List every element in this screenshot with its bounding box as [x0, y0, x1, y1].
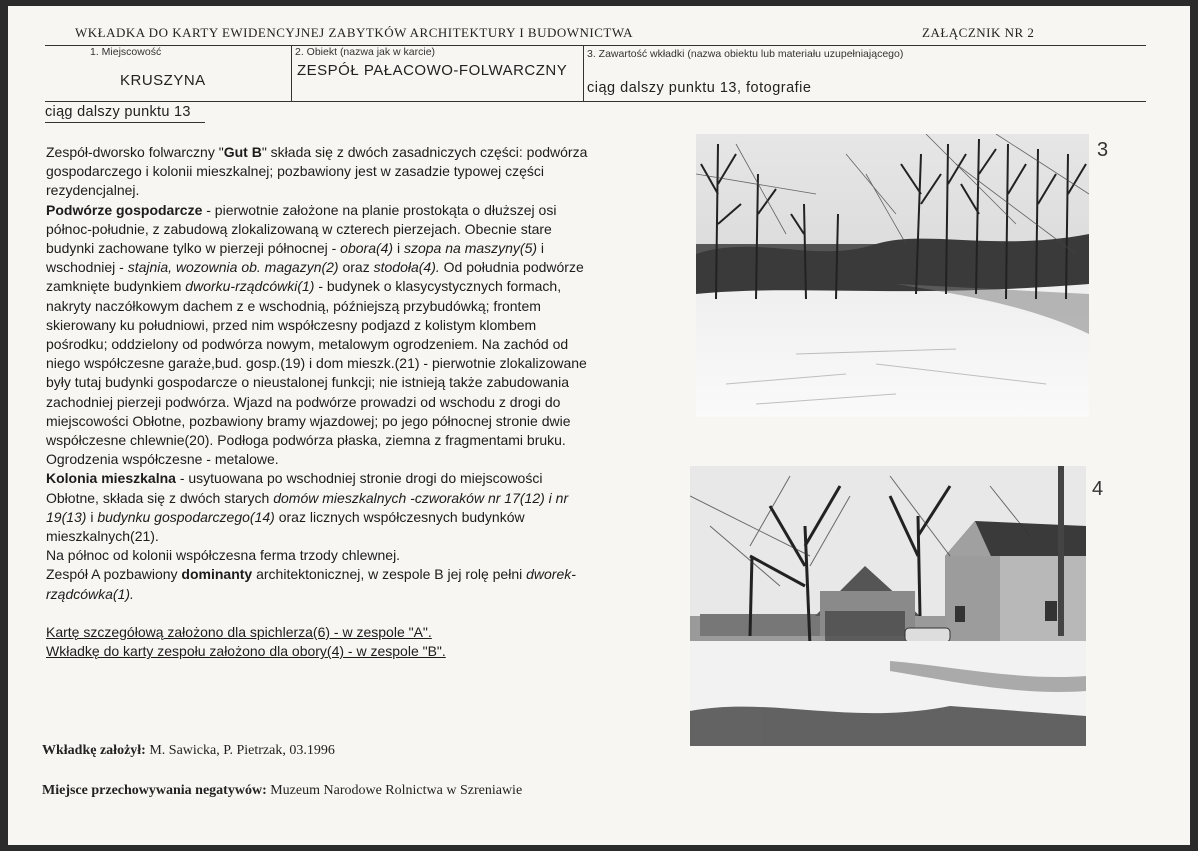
- header-divider-1: [291, 45, 292, 101]
- header-divider-2: [583, 45, 584, 101]
- locality-value: KRUSZYNA: [120, 72, 206, 89]
- annex-label: ZAŁĄCZNIK NR 2: [922, 25, 1035, 40]
- paragraph-intro: Zespół-dworsko folwarczny "Gut B" składa się z dwóch zasadniczych części: podwórza gospodarczego i kolonii mieszkalnej; pozbawiony jest w zasadzie typowej części rezydencjalnej.: [46, 144, 588, 199]
- paragraph-farmyard: Podwórze gospodarcze - pierwotnie założone na planie prostokąta o dłuższej osi północ-południe, z zabudową zlokalizowaną w czterech pierzejach. Obecnie stare budynki zachowane tylko w pierzeji północnej - obora(4) i szopa na maszyny(5) i wschodniej - stajnia, wozownia ob. magazyn(2) oraz stodoła(4). Od południa podwórze zamknięte budynkiem dworku-rządcówki(1) - budynek o klasycystycznych formach, nakryty naczółkowym dachem z e wschodnią, późniejszą przybudówką; frontem skierowany ku południowi, przed nim współczesny podjazd z kolistym klombem pośrodku; oddzielony od podwórza nowym, metalowym ogrodzeniem. Na zachód od niego współczesne garaże,bud. gosp.(19) i dom mieszk.(21) - pierwotnie zlokalizowane były tutaj budynki gospodarcze o nieustalonej funkcji; nie istnieją także zabudowania zachodniej pierzeji podwórza. Wjazd na podwórze prowadzi od wschodu z drogi do miejscowości Obłotne, pozbawiony bramy wjazdowej; po jego północnej stronie dwie współczesne chlewnie(20). Podłoga podwórza płaska, ziemna z fragmentami bruku. Ogrodzenia współczesne - metalowe.: [46, 201, 587, 468]
- note-barn: Wkładkę do karty zespołu założono dla obory(4) - w zespole "B".: [46, 643, 446, 660]
- winter-trees-photo-icon: [696, 134, 1089, 417]
- locality-label: 1. Miejscowość: [90, 46, 162, 58]
- photo-winter-trees: [696, 134, 1089, 417]
- section-title: ciąg dalszy punktu 13: [45, 104, 191, 120]
- document-sheet: [8, 6, 1190, 845]
- storage-line: Miejsce przechowywania negatywów: Muzeum Narodowe Rolnictwa w Szreniawie: [42, 783, 523, 798]
- document-title: WKŁADKA DO KARTY EWIDENCYJNEJ ZABYTKÓW ARCHITEKTURY I BUDOWNICTWA: [75, 25, 634, 40]
- paragraph-dominant: Zespół A pozbawiony dominanty architektonicznej, w zespole B jej rolę pełni dworek-rządcówka(1).: [46, 566, 576, 602]
- object-label: 2. Obiekt (nazwa jak w karcie): [295, 46, 436, 58]
- header-bottom-rule: [45, 101, 1146, 102]
- photo-farm-buildings: [690, 466, 1086, 746]
- description-text: [46, 143, 596, 661]
- contents-value: ciąg dalszy punktu 13, fotografie: [587, 80, 812, 96]
- note-granary: Kartę szczegółową założono dla spichlerza(6) - w zespole "A".: [46, 623, 432, 640]
- author-line: Wkładkę założył: M. Sawicka, P. Pietrzak, 03.1996: [42, 743, 335, 758]
- object-value: ZESPÓŁ PAŁACOWO-FOLWARCZNY: [297, 62, 568, 79]
- contents-label: 3. Zawartość wkładki (nazwa obiektu lub materiału uzupełniającego): [587, 48, 904, 60]
- section-title-underline: [45, 122, 205, 123]
- header-top-rule: [45, 45, 1146, 46]
- photo-number-4: 4: [1092, 478, 1104, 500]
- photo-number-3: 3: [1097, 139, 1109, 161]
- farm-buildings-photo-icon: [690, 466, 1086, 746]
- paragraph-farm: Na północ od kolonii współczesna ferma trzody chlewnej.: [46, 547, 401, 564]
- paragraph-colony: Kolonia mieszkalna - usytuowana po wschodniej stronie drogi do miejscowości Obłotne, składa się z dwóch starych domów mieszkalnych -czworaków nr 17(12) i nr 19(13) i budynku gospodarczego(14) oraz licznych współczesnych budynków mieszkalnych(21).: [46, 470, 569, 545]
